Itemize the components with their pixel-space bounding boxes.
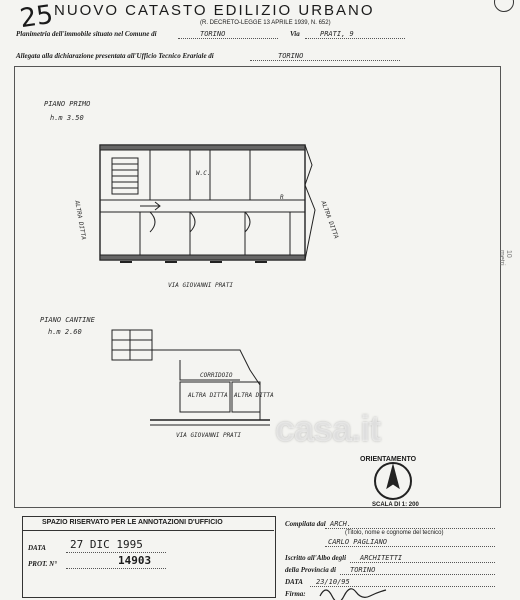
office-prot-label: PROT. N° — [28, 560, 57, 568]
signature — [318, 584, 398, 600]
iscritto-line — [350, 562, 495, 563]
office-prot-line — [66, 568, 166, 569]
compiler-data-value: 23/10/95 — [316, 578, 350, 586]
scale-label: SCALA DI 1: 200 — [372, 502, 419, 508]
watermark-logo: casa.it — [275, 408, 381, 449]
via-label: Via — [290, 30, 300, 38]
via-value: PRATI, 9 — [320, 30, 354, 38]
iscritto-label: Iscritto all'Albo degli — [285, 554, 347, 562]
compilata-label: Compilata dal — [285, 520, 326, 528]
office-prot-value: 14903 — [118, 554, 152, 567]
floor1-label: PIANO PRIMO — [44, 100, 91, 108]
firma-label: Firma: — [285, 590, 306, 598]
cellar-left-label: ALTRA DITTA — [188, 392, 228, 399]
wc-label: W.C. — [196, 170, 211, 177]
stair-left-label: ALTRA DITTA — [73, 200, 87, 241]
floor2-height: h.m 2.60 — [48, 328, 82, 336]
cellar-right-label: ALTRA DITTA — [234, 392, 274, 399]
orientation-label: ORIENTAMENTO — [360, 456, 417, 463]
compiler-data-label: DATA — [285, 578, 303, 586]
floor1-height: h.m 3.50 — [50, 114, 84, 122]
compiler-name: CARLO PAGLIANO — [328, 538, 388, 546]
decree-reference: (R. DECRETO-LEGGE 13 APRILE 1939, N. 652) — [200, 20, 331, 26]
ufficio-value: TORINO — [278, 52, 304, 60]
allegata-label: Allegata alla dichiarazione presentata all'Ufficio Tecnico Erariale di — [16, 52, 214, 60]
office-heading: SPAZIO RISERVATO PER LE ANNOTAZIONI D'UFFICIO — [42, 519, 223, 526]
document-title: NUOVO CATASTO EDILIZIO URBANO — [54, 2, 375, 19]
comune-value: TORINO — [200, 30, 226, 38]
corridor-label: CORRIDOIO — [200, 372, 233, 379]
stair-right-label: ALTRA DITTA — [319, 200, 340, 240]
street-label-2: VIA GIOVANNI PRATI — [176, 432, 242, 439]
provincia-value: TORINO — [350, 566, 376, 574]
compilata-line — [325, 528, 495, 529]
floor2-label: PIANO CANTINE — [40, 316, 95, 324]
office-data-value: 27 DIC 1995 — [70, 538, 143, 551]
office-data-label: DATA — [28, 544, 46, 552]
compiler-name-line — [325, 546, 495, 547]
planimetry-label: Planimetria dell'immobile situato nel Comune di — [16, 30, 157, 38]
provincia-line — [340, 574, 495, 575]
room-r-label: R — [280, 194, 284, 201]
side-note: 10 metri — [498, 250, 512, 266]
office-data-line — [66, 552, 166, 553]
provincia-label: della Provincia di — [285, 566, 336, 574]
compilata-sub: (Titolo, nome e cognome del tecnico) — [345, 530, 444, 536]
iscritto-value: ARCHITETTI — [360, 554, 403, 562]
document-number: 25 — [18, 0, 56, 35]
street-label-1: VIA GIOVANNI PRATI — [168, 282, 234, 289]
compilata-value: ARCH. — [330, 520, 352, 528]
